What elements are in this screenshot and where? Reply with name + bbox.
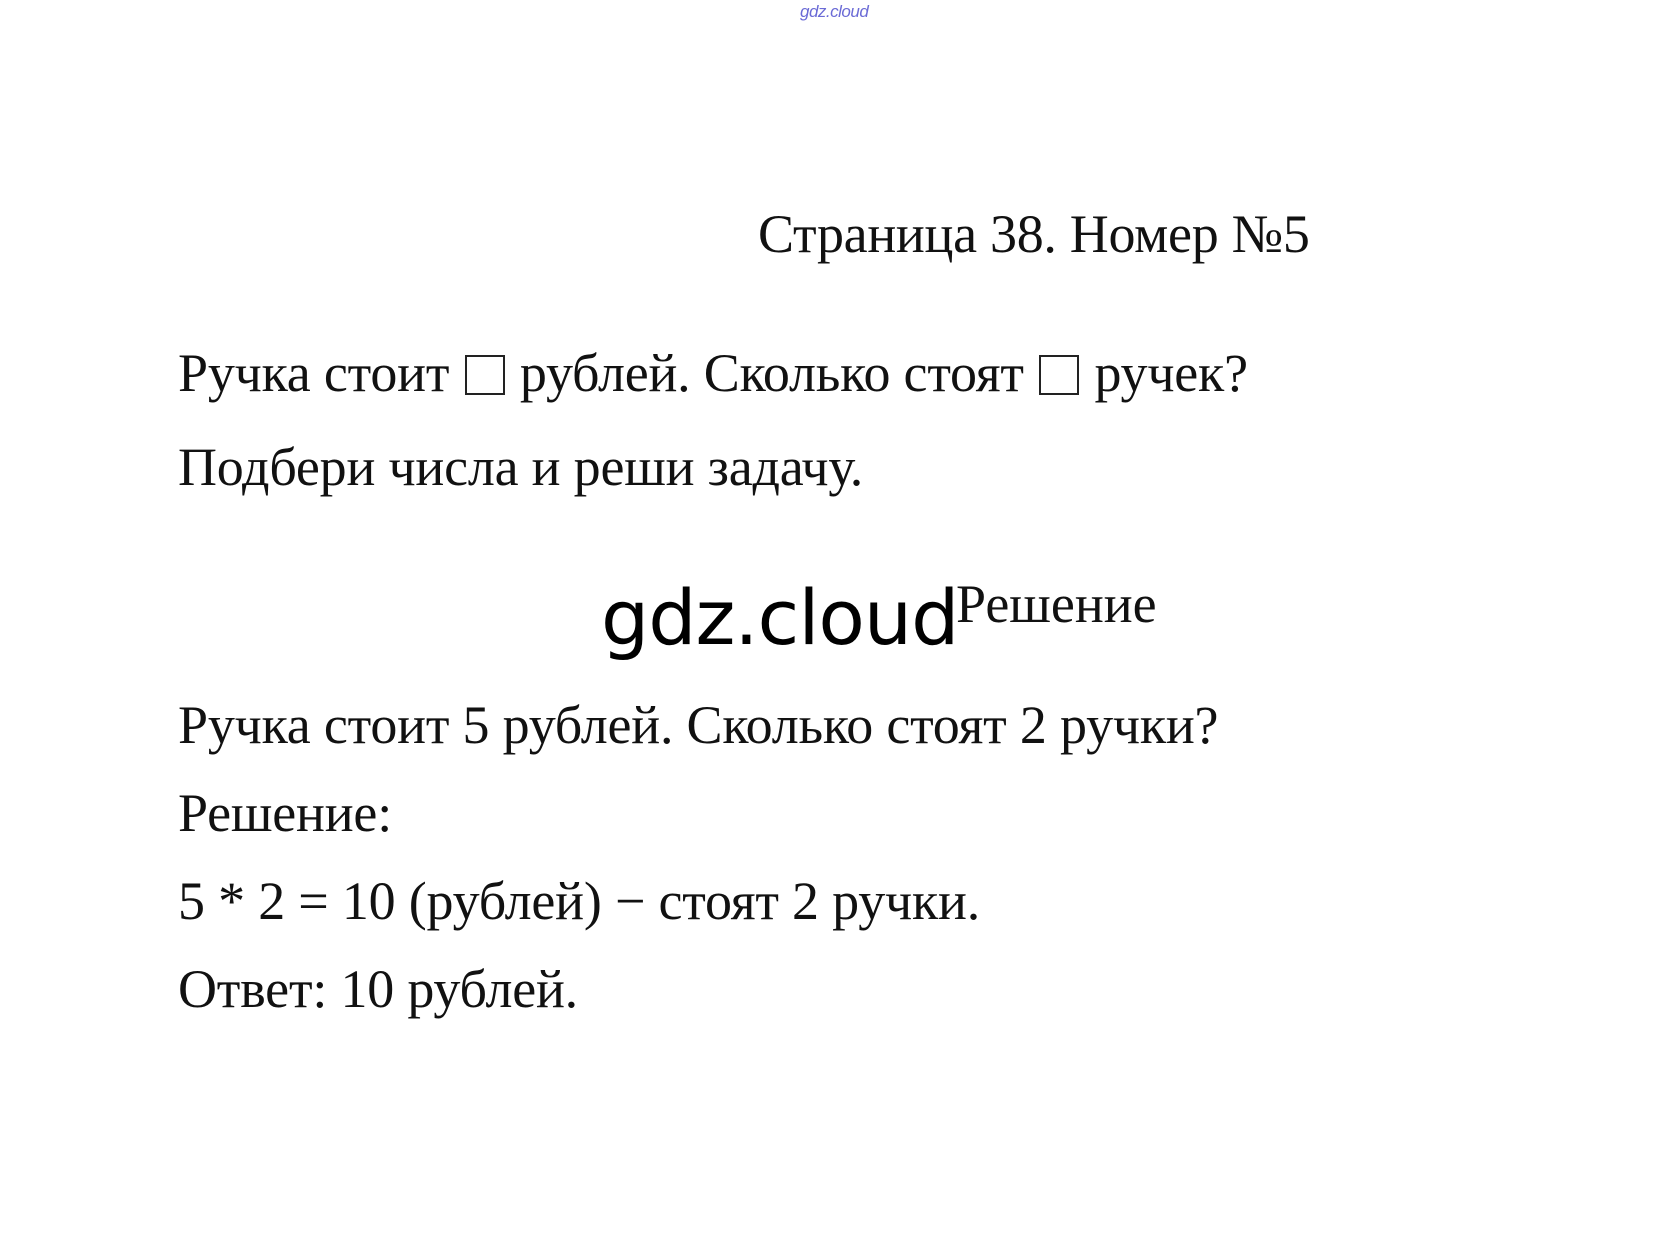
- task-text-line-1: [178, 342, 1248, 404]
- page-heading: Страница 38. Номер №5: [758, 204, 1310, 264]
- watermark-top: gdz.cloud: [800, 2, 869, 21]
- solution-answer: Ответ: 10 рублей.: [178, 959, 578, 1019]
- solution-problem: Ручка стоит 5 рублей. Сколько стоят 2 ручки?: [178, 695, 1219, 755]
- task-text-part-3: ручек?: [1094, 343, 1248, 403]
- solution-label: Решение:: [178, 783, 393, 843]
- blank-box-icon: [1039, 355, 1079, 395]
- solution-calculation: 5 * 2 = 10 (рублей) − стоят 2 ручки.: [178, 871, 981, 931]
- blank-box-icon: [465, 355, 505, 395]
- task-text-part-2: рублей. Сколько стоят: [519, 343, 1024, 403]
- solution-heading: Решение: [956, 574, 1157, 634]
- watermark-center: gdz.cloud: [601, 573, 959, 662]
- task-text-line-2: Подбери числа и реши задачу.: [178, 437, 864, 497]
- task-text-part-1: Ручка стоит: [178, 343, 450, 403]
